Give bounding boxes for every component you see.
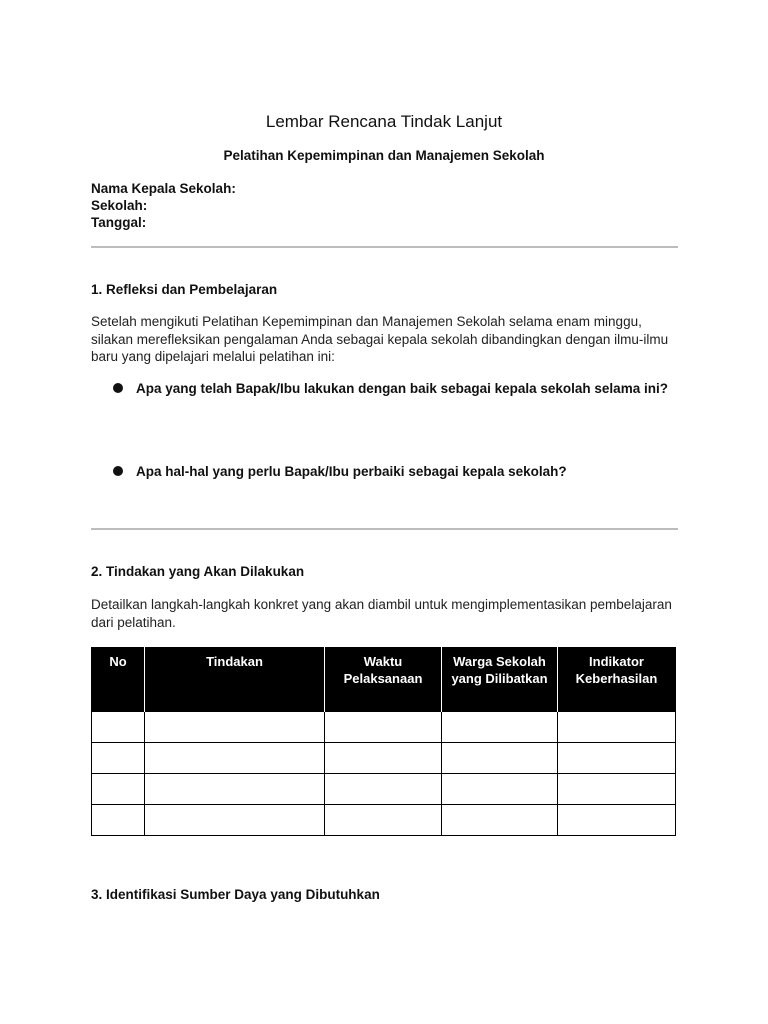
section-divider (91, 528, 678, 530)
column-header-stakeholders: Warga Sekolah yang Dilibatkan (442, 647, 558, 712)
identity-fields (91, 180, 236, 231)
table-cell[interactable] (145, 712, 325, 743)
table-cell[interactable] (92, 774, 145, 805)
table-cell[interactable] (92, 805, 145, 836)
column-header-action: Tindakan (145, 647, 325, 712)
table-row (92, 805, 676, 836)
section-divider (91, 246, 678, 248)
table-cell[interactable] (442, 805, 558, 836)
document-subtitle: Pelatihan Kepemimpinan dan Manajemen Sekolah (223, 148, 545, 163)
reflection-question (113, 463, 673, 481)
table-row (92, 774, 676, 805)
section-1-intro: Setelah mengikuti Pelatihan Kepemimpinan dan Manajemen Sekolah selama enam minggu, silakan merefleksikan pengalaman Anda sebagai kepala sekolah dibandingkan dengan ilmu-ilmu baru yang dipelajari melalui pelatihan ini: (91, 314, 669, 364)
bullet-icon (113, 466, 123, 476)
column-header-success-indicator: Indikator Keberhasilan (558, 647, 676, 712)
table-cell[interactable] (325, 712, 442, 743)
table-cell[interactable] (145, 774, 325, 805)
table-cell[interactable] (145, 743, 325, 774)
reflection-question (113, 380, 673, 398)
table-cell[interactable] (92, 712, 145, 743)
table-cell[interactable] (442, 712, 558, 743)
column-header-no: No (92, 647, 145, 712)
table-cell[interactable] (558, 805, 676, 836)
table-header-row (92, 647, 676, 712)
table-cell[interactable] (325, 774, 442, 805)
reflection-question-text: Apa yang telah Bapak/Ibu lakukan dengan baik sebagai kepala sekolah selama ini? (136, 381, 668, 396)
bullet-icon (113, 383, 123, 393)
table-cell[interactable] (325, 743, 442, 774)
table-cell[interactable] (558, 712, 676, 743)
table-row (92, 743, 676, 774)
table-cell[interactable] (442, 743, 558, 774)
reflection-question-text: Apa hal-hal yang perlu Bapak/Ibu perbaiki sebagai kepala sekolah? (136, 464, 567, 479)
action-plan-table (91, 647, 676, 836)
principal-name-label: Nama Kepala Sekolah: (91, 181, 236, 196)
column-header-timeline: Waktu Pelaksanaan (325, 647, 442, 712)
document-title: Lembar Rencana Tindak Lanjut (265, 112, 503, 131)
table-cell[interactable] (145, 805, 325, 836)
date-label: Tanggal: (91, 215, 147, 230)
table-cell[interactable] (558, 774, 676, 805)
table-cell[interactable] (325, 805, 442, 836)
table-cell[interactable] (558, 743, 676, 774)
section-1-heading: 1. Refleksi dan Pembelajaran (91, 282, 278, 297)
table-row (92, 712, 676, 743)
section-2-heading: 2. Tindakan yang Akan Dilakukan (91, 564, 305, 579)
table-cell[interactable] (442, 774, 558, 805)
section-2-intro: Detailkan langkah-langkah konkret yang akan diambil untuk mengimplementasikan pembelajaran dari pelatihan. (91, 597, 672, 630)
section-3-heading: 3. Identifikasi Sumber Daya yang Dibutuhkan (91, 887, 380, 902)
table-cell[interactable] (92, 743, 145, 774)
school-label: Sekolah: (91, 198, 148, 213)
